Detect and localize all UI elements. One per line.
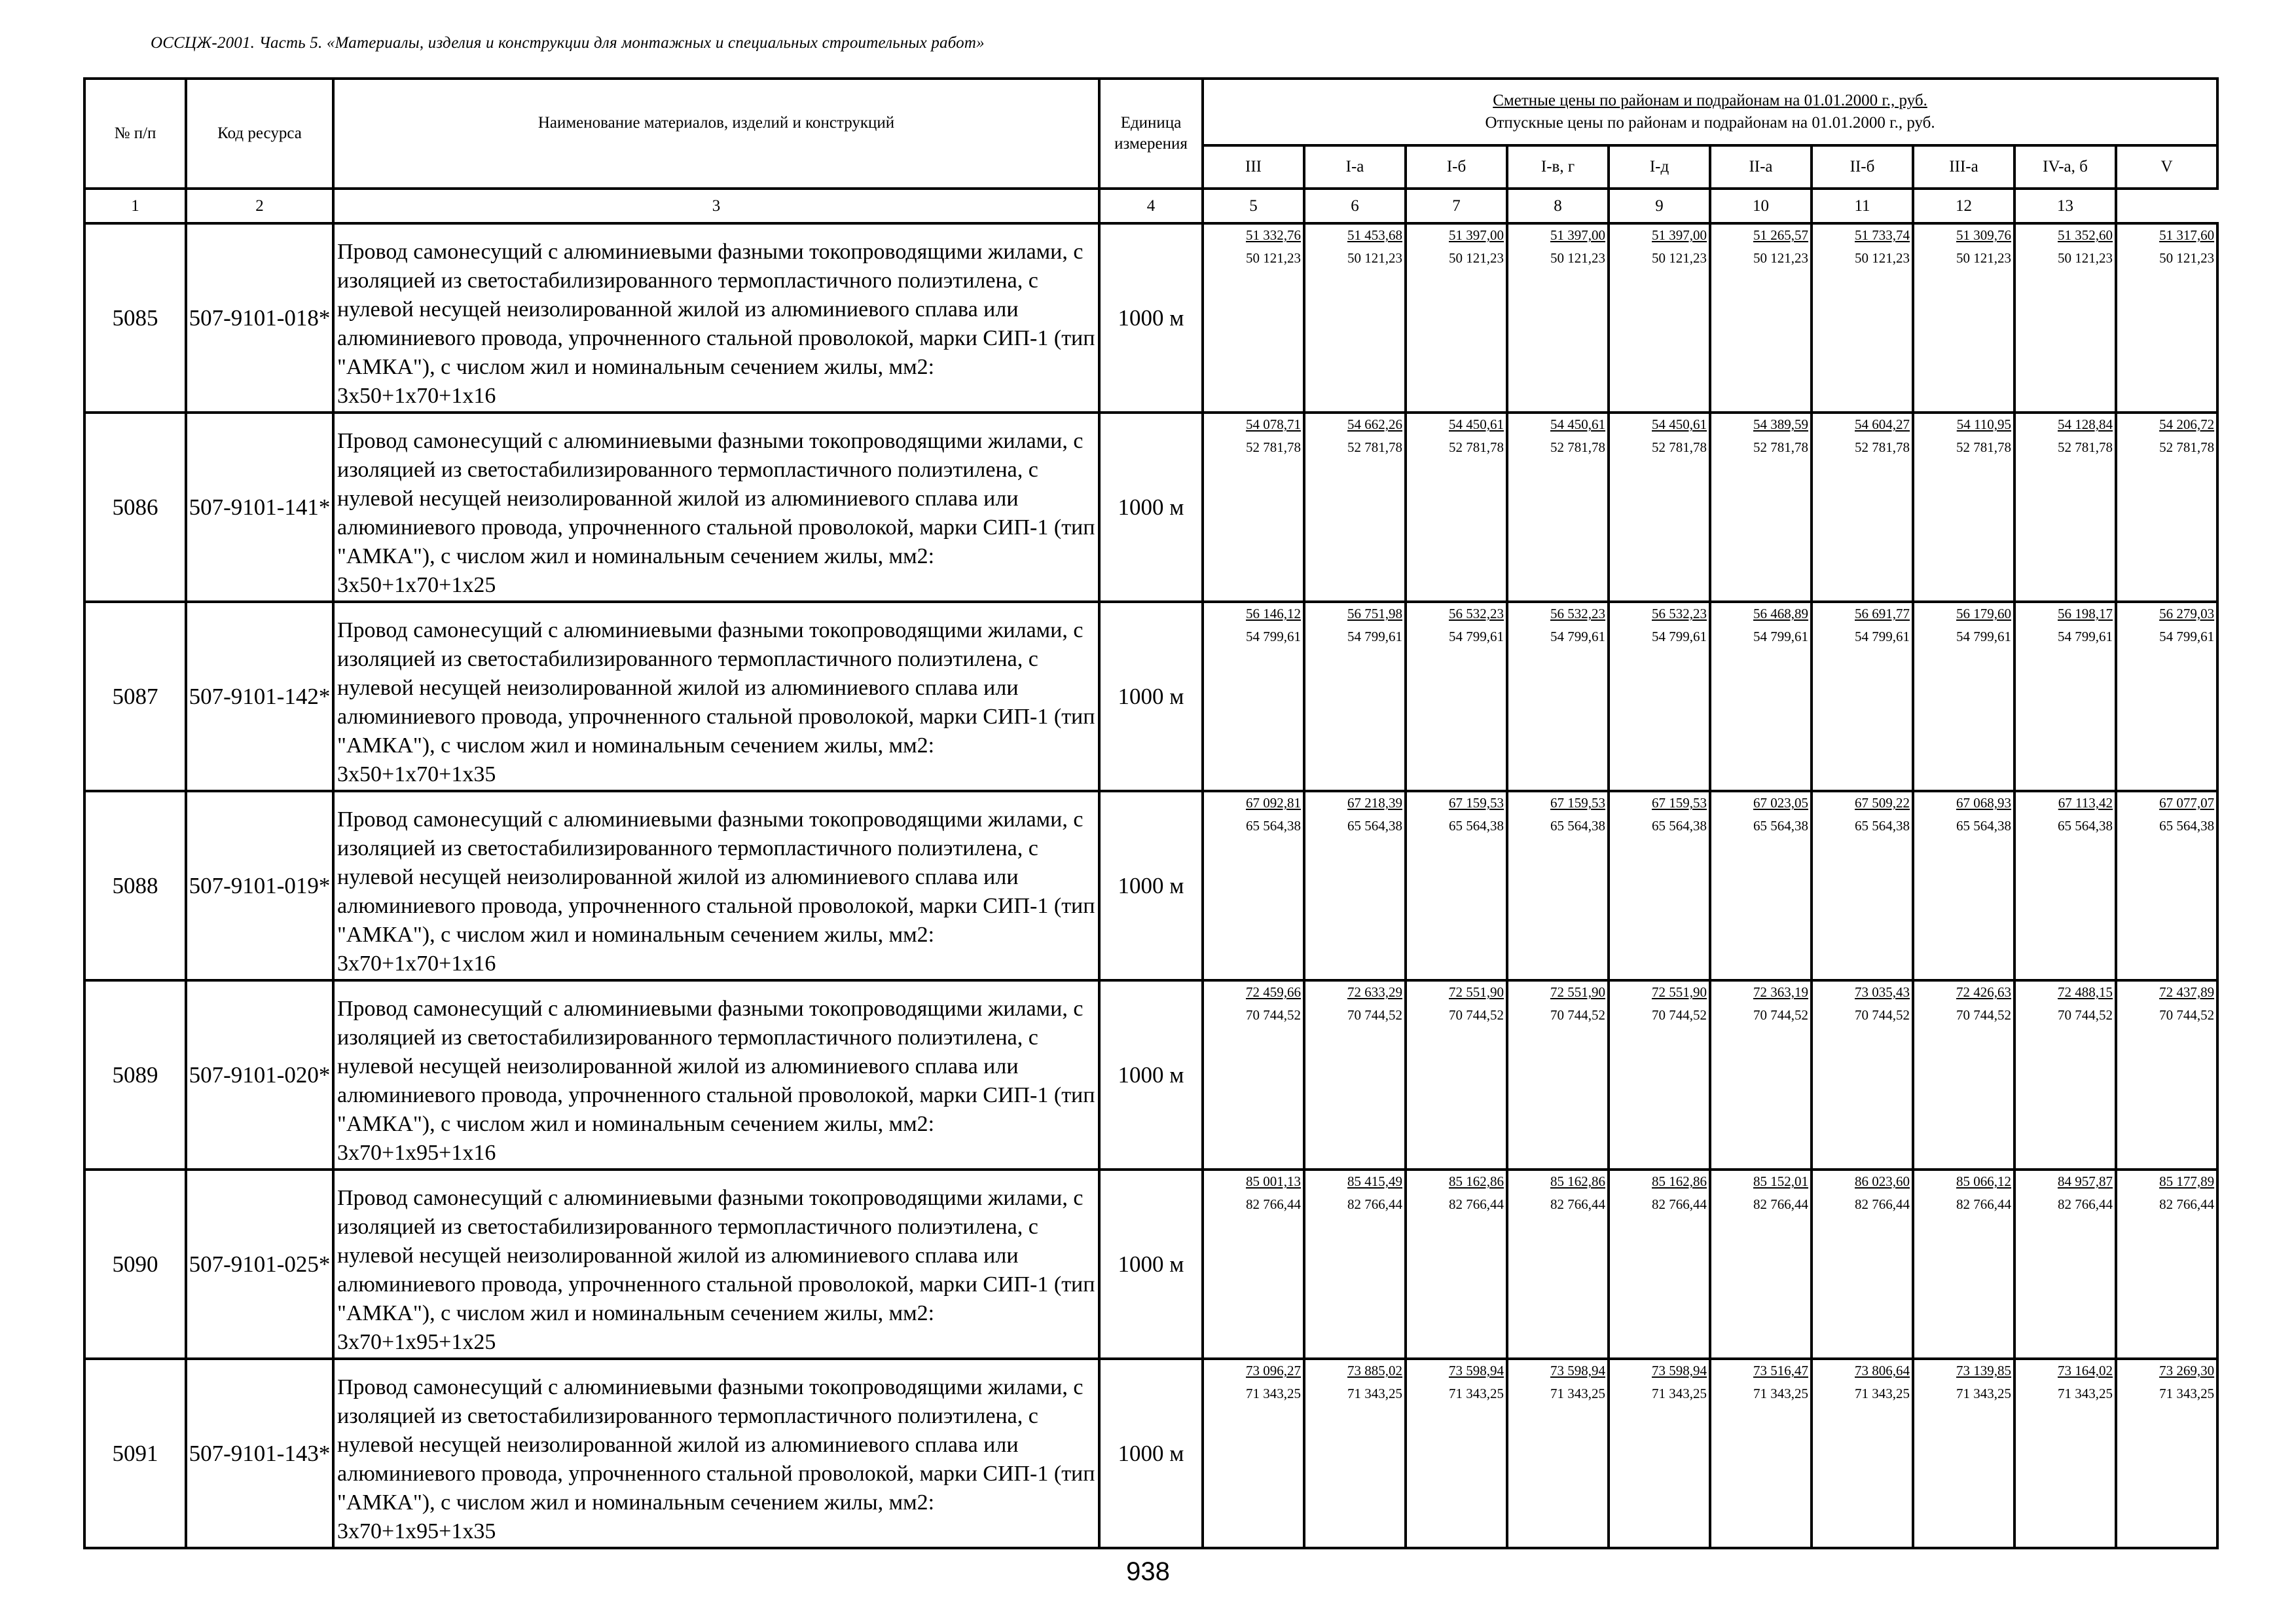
estimate-price: 54 450,61 — [1550, 416, 1605, 432]
estimate-price: 73 516,47 — [1753, 1363, 1808, 1378]
price-cell — [1710, 1170, 1812, 1359]
release-price: 65 564,38 — [2058, 818, 2113, 834]
price-cell — [2116, 1359, 2217, 1548]
price-cell — [1304, 223, 1406, 413]
header-name: Наименование материалов, изделий и конструкций — [333, 79, 1099, 189]
release-price: 54 799,61 — [1753, 629, 1808, 644]
release-price: 82 766,44 — [1652, 1196, 1707, 1212]
material-name: Провод самонесущий с алюминиевыми фазными токопроводящими жилами, с изоляцией из светостабилизированного термопластичного полиэтилена, с нулевой несущей неизолированной жилой из алюминиевого сплава или алюминиевого провода, упрочненного стальной проволокой, марки СИП-1 (тип "АМКА"), с числом жил и номинальным сечением жилы, мм2: 3х70+1х95+1х16 — [333, 980, 1099, 1170]
price-cell — [1507, 791, 1609, 980]
material-name: Провод самонесущий с алюминиевыми фазными токопроводящими жилами, с изоляцией из светостабилизированного термопластичного полиэтилена, с нулевой несущей неизолированной жилой из алюминиевого сплава или алюминиевого провода, упрочненного стальной проволокой, марки СИП-1 (тип "АМКА"), с числом жил и номинальным сечением жилы, мм2: 3х50+1х70+1х16 — [333, 223, 1099, 413]
estimate-price: 85 152,01 — [1753, 1173, 1808, 1189]
column-number: 10 — [1710, 189, 1812, 223]
release-price: 50 121,23 — [1550, 250, 1605, 266]
table-row — [84, 791, 2217, 980]
unit-of-measure: 1000 м — [1099, 602, 1203, 791]
column-number: 8 — [1507, 189, 1609, 223]
price-cell — [1913, 602, 2014, 791]
estimate-price: 67 159,53 — [1449, 795, 1504, 811]
release-price: 71 343,25 — [2058, 1386, 2113, 1401]
estimate-price: 56 179,60 — [1956, 606, 2011, 621]
price-cell — [1406, 223, 1507, 413]
estimate-price: 51 265,57 — [1753, 227, 1808, 243]
release-price: 65 564,38 — [2159, 818, 2215, 834]
material-name: Провод самонесущий с алюминиевыми фазными токопроводящими жилами, с изоляцией из светостабилизированного термопластичного полиэтилена, с нулевой несущей неизолированной жилой из алюминиевого сплава или алюминиевого провода, упрочненного стальной проволокой, марки СИП-1 (тип "АМКА"), с числом жил и номинальным сечением жилы, мм2: 3х50+1х70+1х35 — [333, 602, 1099, 791]
release-price: 65 564,38 — [1347, 818, 1402, 834]
region-header: IV-а, б — [2014, 145, 2116, 189]
price-cell — [1304, 791, 1406, 980]
row-number: 5089 — [84, 980, 186, 1170]
price-cell — [2116, 602, 2217, 791]
release-price: 82 766,44 — [2159, 1196, 2215, 1212]
row-number: 5086 — [84, 413, 186, 602]
release-price: 82 766,44 — [1449, 1196, 1504, 1212]
estimate-price: 56 532,23 — [1449, 606, 1504, 621]
estimate-price: 56 532,23 — [1652, 606, 1707, 621]
unit-of-measure: 1000 м — [1099, 413, 1203, 602]
release-price: 50 121,23 — [1753, 250, 1808, 266]
column-number: 11 — [1812, 189, 1913, 223]
row-number: 5091 — [84, 1359, 186, 1548]
release-price: 50 121,23 — [1449, 250, 1504, 266]
release-price: 70 744,52 — [1347, 1007, 1402, 1023]
release-price: 52 781,78 — [1246, 439, 1301, 455]
header-num: № п/п — [84, 79, 186, 189]
estimate-price: 73 598,94 — [1449, 1363, 1504, 1378]
estimate-price: 72 551,90 — [1449, 984, 1504, 1000]
release-price: 82 766,44 — [1956, 1196, 2011, 1212]
table-row — [84, 223, 2217, 413]
price-cell — [1406, 413, 1507, 602]
column-number: 7 — [1406, 189, 1507, 223]
release-price: 70 744,52 — [1956, 1007, 2011, 1023]
column-number: 1 — [84, 189, 186, 223]
release-price: 52 781,78 — [1347, 439, 1402, 455]
release-price: 65 564,38 — [1855, 818, 1910, 834]
price-cell — [2116, 980, 2217, 1170]
estimate-price: 51 453,68 — [1347, 227, 1402, 243]
price-cell — [2014, 223, 2116, 413]
release-price: 50 121,23 — [1347, 250, 1402, 266]
release-price: 50 121,23 — [2058, 250, 2113, 266]
estimate-price: 54 450,61 — [1449, 416, 1504, 432]
price-cell — [1203, 980, 1304, 1170]
release-price: 71 343,25 — [1246, 1386, 1301, 1401]
price-cell — [1406, 602, 1507, 791]
release-price: 54 799,61 — [1347, 629, 1402, 644]
price-cell — [1609, 791, 1710, 980]
material-name: Провод самонесущий с алюминиевыми фазными токопроводящими жилами, с изоляцией из светостабилизированного термопластичного полиэтилена, с нулевой несущей неизолированной жилой из алюминиевого сплава или алюминиевого провода, упрочненного стальной проволокой, марки СИП-1 (тип "АМКА"), с числом жил и номинальным сечением жилы, мм2: 3х50+1х70+1х25 — [333, 413, 1099, 602]
unit-of-measure: 1000 м — [1099, 791, 1203, 980]
resource-code: 507-9101-143* — [186, 1359, 333, 1548]
release-price: 71 343,25 — [1347, 1386, 1402, 1401]
price-cell — [2116, 413, 2217, 602]
release-price: 54 799,61 — [1652, 629, 1707, 644]
estimate-price: 67 509,22 — [1855, 795, 1910, 811]
estimate-price: 72 363,19 — [1753, 984, 1808, 1000]
estimate-price: 54 450,61 — [1652, 416, 1707, 432]
page-header: ОССЦЖ-2001. Часть 5. «Материалы, изделия и конструкции для монтажных и специальных строительных работ» — [151, 34, 985, 52]
estimate-price: 56 751,98 — [1347, 606, 1402, 621]
release-price: 70 744,52 — [1449, 1007, 1504, 1023]
estimate-price: 51 397,00 — [1449, 227, 1504, 243]
estimate-price: 85 066,12 — [1956, 1173, 2011, 1189]
resource-code: 507-9101-018* — [186, 223, 333, 413]
estimate-price: 85 162,86 — [1449, 1173, 1504, 1189]
price-cell — [2014, 791, 2116, 980]
release-price: 65 564,38 — [1246, 818, 1301, 834]
header-prices — [1203, 79, 2217, 145]
price-cell — [1609, 1170, 1710, 1359]
release-price: 82 766,44 — [1347, 1196, 1402, 1212]
release-price: 82 766,44 — [1855, 1196, 1910, 1212]
estimate-price: 56 691,77 — [1855, 606, 1910, 621]
release-price: 52 781,78 — [2058, 439, 2113, 455]
price-cell — [2014, 602, 2116, 791]
region-header: I-б — [1406, 145, 1507, 189]
price-cell — [1710, 223, 1812, 413]
price-cell — [1203, 1359, 1304, 1548]
price-cell — [1609, 413, 1710, 602]
price-cell — [1710, 602, 1812, 791]
price-cell — [1609, 980, 1710, 1170]
release-price: 71 343,25 — [1652, 1386, 1707, 1401]
estimate-price: 51 309,76 — [1956, 227, 2011, 243]
price-cell — [1507, 980, 1609, 1170]
estimate-price: 73 164,02 — [2058, 1363, 2113, 1378]
price-cell — [1710, 980, 1812, 1170]
table-row — [84, 602, 2217, 791]
estimate-price: 85 162,86 — [1550, 1173, 1605, 1189]
release-price: 82 766,44 — [1753, 1196, 1808, 1212]
header-unit — [1099, 79, 1203, 189]
estimate-price: 67 113,42 — [2058, 795, 2113, 811]
release-price: 71 343,25 — [1956, 1386, 2011, 1401]
price-cell — [2116, 791, 2217, 980]
resource-code: 507-9101-019* — [186, 791, 333, 980]
release-price: 70 744,52 — [1246, 1007, 1301, 1023]
unit-of-measure: 1000 м — [1099, 223, 1203, 413]
estimate-price: 73 035,43 — [1855, 984, 1910, 1000]
price-cell — [1812, 791, 1913, 980]
price-cell — [1812, 980, 1913, 1170]
column-number: 12 — [1913, 189, 2014, 223]
price-cell — [2116, 223, 2217, 413]
estimate-price: 54 206,72 — [2159, 416, 2215, 432]
estimate-price: 56 146,12 — [1246, 606, 1301, 621]
release-price: 71 343,25 — [1449, 1386, 1504, 1401]
region-header: III-а — [1913, 145, 2014, 189]
release-price: 54 799,61 — [2058, 629, 2113, 644]
estimate-price: 56 279,03 — [2159, 606, 2215, 621]
price-cell — [1507, 602, 1609, 791]
release-price: 65 564,38 — [1449, 818, 1504, 834]
column-number: 5 — [1203, 189, 1304, 223]
release-price: 54 799,61 — [1855, 629, 1910, 644]
release-price: 70 744,52 — [2058, 1007, 2113, 1023]
price-cell — [1507, 1170, 1609, 1359]
price-cell — [2014, 413, 2116, 602]
price-cell — [1507, 1359, 1609, 1548]
estimate-price: 73 598,94 — [1550, 1363, 1605, 1378]
table-row — [84, 413, 2217, 602]
table-row — [84, 1359, 2217, 1548]
release-price: 65 564,38 — [1956, 818, 2011, 834]
release-price: 54 799,61 — [1246, 629, 1301, 644]
estimate-price: 85 415,49 — [1347, 1173, 1402, 1189]
estimate-price: 73 598,94 — [1652, 1363, 1707, 1378]
release-price: 50 121,23 — [1855, 250, 1910, 266]
estimate-price: 72 459,66 — [1246, 984, 1301, 1000]
header-unit-line1: Единица — [1120, 114, 1182, 132]
price-cell — [1913, 223, 2014, 413]
price-cell — [1203, 602, 1304, 791]
release-price: 52 781,78 — [1449, 439, 1504, 455]
price-cell — [1406, 791, 1507, 980]
estimate-price: 51 397,00 — [1652, 227, 1707, 243]
estimate-price: 51 397,00 — [1550, 227, 1605, 243]
price-cell — [1913, 1170, 2014, 1359]
region-header: I-а — [1304, 145, 1406, 189]
price-cell — [1304, 1170, 1406, 1359]
header-estimate-title: Сметные цены по районам и подрайонам на 01.01.2000 г., руб. — [1493, 92, 1927, 109]
column-number: 2 — [186, 189, 333, 223]
release-price: 52 781,78 — [1855, 439, 1910, 455]
price-cell — [1304, 1359, 1406, 1548]
price-cell — [1812, 602, 1913, 791]
release-price: 54 799,61 — [1449, 629, 1504, 644]
price-cell — [1203, 413, 1304, 602]
estimate-price: 85 162,86 — [1652, 1173, 1707, 1189]
release-price: 54 799,61 — [1550, 629, 1605, 644]
price-cell — [2116, 1170, 2217, 1359]
release-price: 71 343,25 — [1855, 1386, 1910, 1401]
estimate-price: 73 139,85 — [1956, 1363, 2011, 1378]
estimate-price: 72 551,90 — [1550, 984, 1605, 1000]
header-unit-line2: измерения — [1114, 135, 1188, 153]
estimate-price: 56 532,23 — [1550, 606, 1605, 621]
table-body — [84, 223, 2217, 1548]
unit-of-measure: 1000 м — [1099, 1359, 1203, 1548]
estimate-price: 51 733,74 — [1855, 227, 1910, 243]
region-header: III — [1203, 145, 1304, 189]
price-cell — [1913, 1359, 2014, 1548]
estimate-price: 67 092,81 — [1246, 795, 1301, 811]
release-price: 52 781,78 — [1652, 439, 1707, 455]
resource-code: 507-9101-020* — [186, 980, 333, 1170]
release-price: 54 799,61 — [1956, 629, 2011, 644]
estimate-price: 72 633,29 — [1347, 984, 1402, 1000]
region-header: V — [2116, 145, 2217, 189]
estimate-price: 86 023,60 — [1855, 1173, 1910, 1189]
estimate-price: 73 096,27 — [1246, 1363, 1301, 1378]
material-name: Провод самонесущий с алюминиевыми фазными токопроводящими жилами, с изоляцией из светостабилизированного термопластичного полиэтилена, с нулевой несущей неизолированной жилой из алюминиевого сплава или алюминиевого провода, упрочненного стальной проволокой, марки СИП-1 (тип "АМКА"), с числом жил и номинальным сечением жилы, мм2: 3х70+1х70+1х16 — [333, 791, 1099, 980]
price-cell — [1304, 980, 1406, 1170]
estimate-price: 85 177,89 — [2159, 1173, 2215, 1189]
estimate-price: 72 551,90 — [1652, 984, 1707, 1000]
table-row — [84, 980, 2217, 1170]
release-price: 54 799,61 — [2159, 629, 2215, 644]
release-price: 52 781,78 — [1956, 439, 2011, 455]
price-cell — [1710, 1359, 1812, 1548]
estimate-price: 72 437,89 — [2159, 984, 2215, 1000]
unit-of-measure: 1000 м — [1099, 1170, 1203, 1359]
price-cell — [1304, 602, 1406, 791]
resource-code: 507-9101-142* — [186, 602, 333, 791]
estimate-price: 72 488,15 — [2058, 984, 2113, 1000]
estimate-price: 56 468,89 — [1753, 606, 1808, 621]
table-row — [84, 1170, 2217, 1359]
release-price: 71 343,25 — [2159, 1386, 2215, 1401]
material-name: Провод самонесущий с алюминиевыми фазными токопроводящими жилами, с изоляцией из светостабилизированного термопластичного полиэтилена, с нулевой несущей неизолированной жилой из алюминиевого сплава или алюминиевого провода, упрочненного стальной проволокой, марки СИП-1 (тип "АМКА"), с числом жил и номинальным сечением жилы, мм2: 3х70+1х95+1х35 — [333, 1359, 1099, 1548]
unit-of-measure: 1000 м — [1099, 980, 1203, 1170]
estimate-price: 51 352,60 — [2058, 227, 2113, 243]
column-number: 3 — [333, 189, 1099, 223]
price-cell — [1913, 413, 2014, 602]
region-header: I-в, г — [1507, 145, 1609, 189]
estimate-price: 73 885,02 — [1347, 1363, 1402, 1378]
price-cell — [1812, 1170, 1913, 1359]
column-number-row — [84, 189, 2217, 223]
column-number: 13 — [2014, 189, 2116, 223]
release-price: 71 343,25 — [1550, 1386, 1605, 1401]
price-cell — [1406, 1170, 1507, 1359]
estimate-price: 84 957,87 — [2058, 1173, 2113, 1189]
release-price: 65 564,38 — [1550, 818, 1605, 834]
estimate-price: 85 001,13 — [1246, 1173, 1301, 1189]
estimate-price: 54 110,95 — [1956, 416, 2011, 432]
estimate-price: 67 159,53 — [1652, 795, 1707, 811]
price-cell — [1406, 1359, 1507, 1548]
release-price: 52 781,78 — [1753, 439, 1808, 455]
region-header: II-а — [1710, 145, 1812, 189]
price-cell — [1406, 980, 1507, 1170]
price-cell — [1710, 791, 1812, 980]
release-price: 50 121,23 — [1246, 250, 1301, 266]
release-price: 52 781,78 — [2159, 439, 2215, 455]
release-price: 50 121,23 — [2159, 250, 2215, 266]
estimate-price: 54 662,26 — [1347, 416, 1402, 432]
price-cell — [1203, 223, 1304, 413]
price-cell — [1609, 1359, 1710, 1548]
release-price: 70 744,52 — [1652, 1007, 1707, 1023]
resource-code: 507-9101-141* — [186, 413, 333, 602]
estimate-price: 67 068,93 — [1956, 795, 2011, 811]
region-header: I-д — [1609, 145, 1710, 189]
release-price: 70 744,52 — [1753, 1007, 1808, 1023]
estimate-price: 67 077,07 — [2159, 795, 2215, 811]
price-cell — [1507, 223, 1609, 413]
region-header: II-б — [1812, 145, 1913, 189]
estimate-price: 67 159,53 — [1550, 795, 1605, 811]
price-cell — [2014, 980, 2116, 1170]
release-price: 50 121,23 — [1956, 250, 2011, 266]
row-number: 5087 — [84, 602, 186, 791]
price-cell — [1507, 413, 1609, 602]
release-price: 50 121,23 — [1652, 250, 1707, 266]
estimate-price: 56 198,17 — [2058, 606, 2113, 621]
estimate-price: 73 269,30 — [2159, 1363, 2215, 1378]
estimate-price: 67 023,05 — [1753, 795, 1808, 811]
estimate-price: 54 389,59 — [1753, 416, 1808, 432]
column-number: 6 — [1304, 189, 1406, 223]
price-cell — [1913, 791, 2014, 980]
estimate-price: 67 218,39 — [1347, 795, 1402, 811]
price-cell — [1812, 413, 1913, 602]
release-price: 65 564,38 — [1652, 818, 1707, 834]
price-cell — [1812, 223, 1913, 413]
price-cell — [1609, 223, 1710, 413]
release-price: 65 564,38 — [1753, 818, 1808, 834]
release-price: 82 766,44 — [2058, 1196, 2113, 1212]
price-cell — [1812, 1359, 1913, 1548]
price-cell — [1203, 791, 1304, 980]
header-code: Код ресурса — [186, 79, 333, 189]
estimate-price: 51 332,76 — [1246, 227, 1301, 243]
release-price: 71 343,25 — [1753, 1386, 1808, 1401]
price-cell — [2014, 1359, 2116, 1548]
price-cell — [1913, 980, 2014, 1170]
column-number: 9 — [1609, 189, 1710, 223]
release-price: 70 744,52 — [1855, 1007, 1910, 1023]
estimate-price: 73 806,64 — [1855, 1363, 1910, 1378]
price-cell — [1203, 1170, 1304, 1359]
page-number: 938 — [1126, 1557, 1170, 1586]
price-cell — [2014, 1170, 2116, 1359]
release-price: 70 744,52 — [2159, 1007, 2215, 1023]
release-price: 52 781,78 — [1550, 439, 1605, 455]
estimate-price: 51 317,60 — [2159, 227, 2215, 243]
resource-code: 507-9101-025* — [186, 1170, 333, 1359]
price-cell — [1710, 413, 1812, 602]
release-price: 82 766,44 — [1550, 1196, 1605, 1212]
row-number: 5088 — [84, 791, 186, 980]
estimate-price: 72 426,63 — [1956, 984, 2011, 1000]
column-number: 4 — [1099, 189, 1203, 223]
estimate-price: 54 604,27 — [1855, 416, 1910, 432]
row-number: 5085 — [84, 223, 186, 413]
price-cell — [1304, 413, 1406, 602]
price-cell — [1609, 602, 1710, 791]
material-name: Провод самонесущий с алюминиевыми фазными токопроводящими жилами, с изоляцией из светостабилизированного термопластичного полиэтилена, с нулевой несущей неизолированной жилой из алюминиевого сплава или алюминиевого провода, упрочненного стальной проволокой, марки СИП-1 (тип "АМКА"), с числом жил и номинальным сечением жилы, мм2: 3х70+1х95+1х25 — [333, 1170, 1099, 1359]
price-table — [83, 77, 2219, 1549]
release-price: 70 744,52 — [1550, 1007, 1605, 1023]
header-release-title: Отпускные цены по районам и подрайонам на 01.01.2000 г., руб. — [1485, 114, 1935, 132]
row-number: 5090 — [84, 1170, 186, 1359]
release-price: 82 766,44 — [1246, 1196, 1301, 1212]
estimate-price: 54 078,71 — [1246, 416, 1301, 432]
estimate-price: 54 128,84 — [2058, 416, 2113, 432]
